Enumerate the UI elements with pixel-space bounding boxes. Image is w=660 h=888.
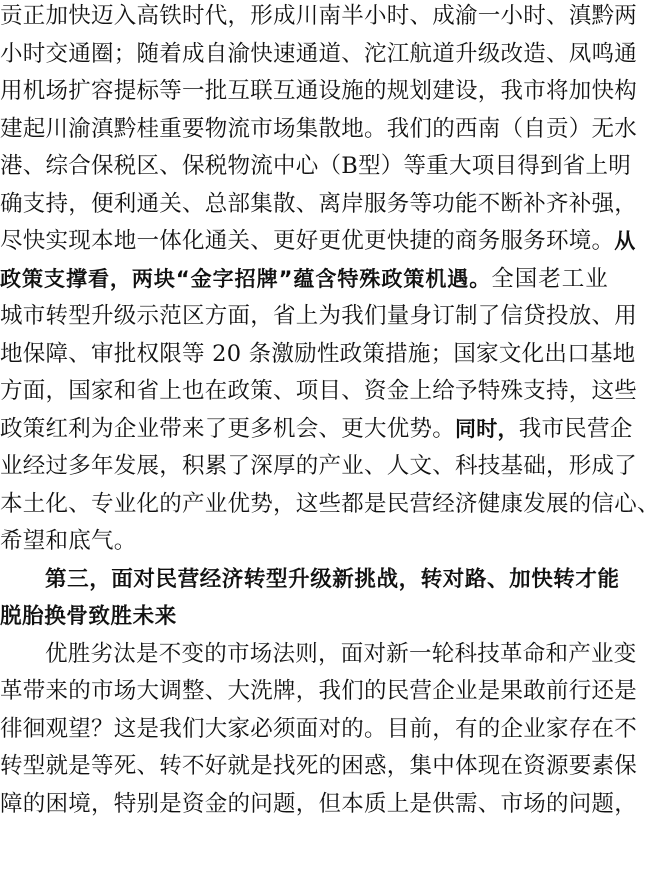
text-run: 全国老工业 xyxy=(491,265,608,292)
text-line: 小时交通圈；随着成自渝快速通道、沱江航道升级改造、凤鸣通 xyxy=(0,40,638,67)
text-line-mixed xyxy=(0,411,633,449)
text-line: 革带来的市场大调整、大洗牌，我们的民营企业是果敢前行还是 xyxy=(0,678,638,704)
text-line: 贡正加快迈入高铁时代，形成川南半小时、成渝一小时、滇黔两 xyxy=(0,3,638,29)
text-line: 转型就是等死、转不好就是找死的困惑，集中体现在资源要素保 xyxy=(0,753,638,779)
heading-line: 第三，面对民营经济转型升级新挑战，转对路、加快转才能 xyxy=(45,566,620,592)
text-line: 本土化、专业化的产业优势，这些都是民营经济健康发展的信心、 xyxy=(0,490,660,517)
text-line: 业经过多年发展，积累了深厚的产业、人文、科技基础，形成了 xyxy=(0,453,638,479)
text-run: 我市民营企 xyxy=(518,415,633,442)
bold-run: 同时， xyxy=(455,416,519,441)
heading-line: 脱胎换骨致胜未来 xyxy=(0,604,177,629)
text-line: 徘徊观望？这是我们大家必须面对的。目前，有的企业家存在不 xyxy=(0,715,638,742)
text-line: 优胜劣汰是不变的市场法则，面对新一轮科技革命和产业变 xyxy=(45,640,637,667)
section-heading xyxy=(0,561,620,636)
text-line: 确支持，便利通关、总部集散、离岸服务等功能不断补齐补强， xyxy=(0,190,638,217)
text-line-mixed xyxy=(0,223,636,261)
text-line: 港、综合保税区、保税物流中心（B型）等重大项目得到省上明 xyxy=(0,153,632,179)
text-line-mixed xyxy=(0,261,608,299)
text-line: 城市转型升级示范区方面，省上为我们量身订制了信贷投放、用 xyxy=(0,303,638,329)
text-line: 建起川渝滇黔桂重要物流市场集散地。我们的西南（自贡）无水 xyxy=(0,115,638,142)
text-line: 方面，国家和省上也在政策、项目、资金上给予特殊支持，这些 xyxy=(0,378,638,404)
text-line: 障的困境，特别是资金的问题，但本质上是供需、市场的问题， xyxy=(0,790,638,817)
bold-run: 从 xyxy=(614,229,636,253)
text-run: 政策红利为企业带来了更多机会、更大优势。 xyxy=(0,415,456,442)
text-line: 地保障、审批权限等 20 条激励性政策措施；国家文化出口基地 xyxy=(0,340,636,367)
text-run: 尽快实现本地一体化通关、更好更优更快捷的商务服务环境。 xyxy=(0,228,615,254)
text-line: 用机场扩容提标等一批互联互通设施的规划建设，我市将加快构 xyxy=(0,78,638,104)
paragraph-transformation xyxy=(0,636,638,824)
bold-run: 政策支撑看，两块“金字招牌”蕴含特殊政策机遇。 xyxy=(0,266,492,291)
text-line: 希望和底气。 xyxy=(0,528,137,554)
